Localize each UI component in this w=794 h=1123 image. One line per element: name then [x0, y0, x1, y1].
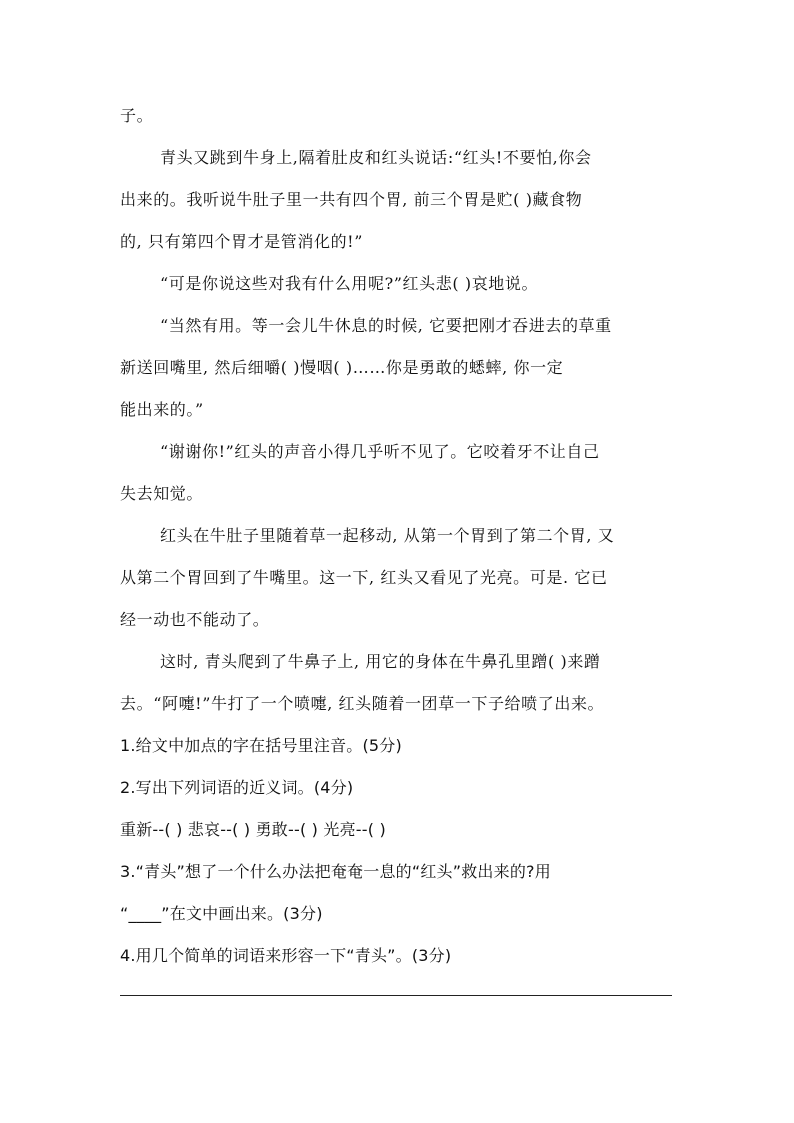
question-3-line-1: 3.“青头”想了一个什么办法把奄奄一息的“红头”救出来的?用	[120, 862, 551, 881]
passage-line-13: 经一动也不能动了。	[120, 610, 270, 629]
question-2-words: 重新--( ) 悲哀--( ) 勇敢--( ) 光亮--( )	[120, 820, 386, 839]
passage-line-8: 能出来的。”	[120, 400, 204, 419]
passage-line-7: 新送回嘴里, 然后细嚼( )慢咽( )……你是勇敢的蟋蟀, 你一定	[120, 358, 564, 377]
passage-line-5: “可是你说这些对我有什么用呢?”红头悲( )哀地说。	[160, 274, 539, 293]
passage-line-9: “谢谢你!”红头的声音小得几乎听不见了。它咬着牙不让自己	[160, 442, 600, 461]
question-4: 4.用几个简单的词语来形容一下“青头”。(3分)	[120, 946, 452, 965]
passage-line-6: “当然有用。等一会儿牛休息的时候, 它要把刚才吞进去的草重	[160, 316, 612, 335]
passage-line-11: 红头在牛肚子里随着草一起移动, 从第一个胃到了第二个胃, 又	[160, 526, 615, 545]
question-1: 1.给文中加点的字在括号里注音。(5分)	[120, 736, 402, 755]
passage-line-12: 从第二个胃回到了牛嘴里。这一下, 红头又看见了光亮。可是. 它已	[120, 568, 608, 587]
answer-line[interactable]	[120, 995, 672, 996]
passage-line-3: 出来的。我听说牛肚子里一共有四个胃, 前三个胃是贮( )藏食物	[120, 190, 583, 209]
passage-line-1: 子。	[120, 106, 154, 125]
passage-line-15: 去。“阿嚏!”牛打了一个喷嚏, 红头随着一团草一下子给喷了出来。	[120, 694, 605, 713]
passage-line-2: 青头又跳到牛身上,隔着肚皮和红头说话:“红头!不要怕,你会	[160, 148, 592, 167]
passage-line-10: 失去知觉。	[120, 484, 204, 503]
passage-line-4: 的, 只有第四个胃才是管消化的!”	[120, 232, 363, 251]
question-2: 2.写出下列词语的近义词。(4分)	[120, 778, 354, 797]
passage-line-14: 这时, 青头爬到了牛鼻子上, 用它的身体在牛鼻孔里蹭( )来蹭	[160, 652, 601, 671]
question-3-line-2: “____”在文中画出来。(3分)	[120, 904, 323, 923]
